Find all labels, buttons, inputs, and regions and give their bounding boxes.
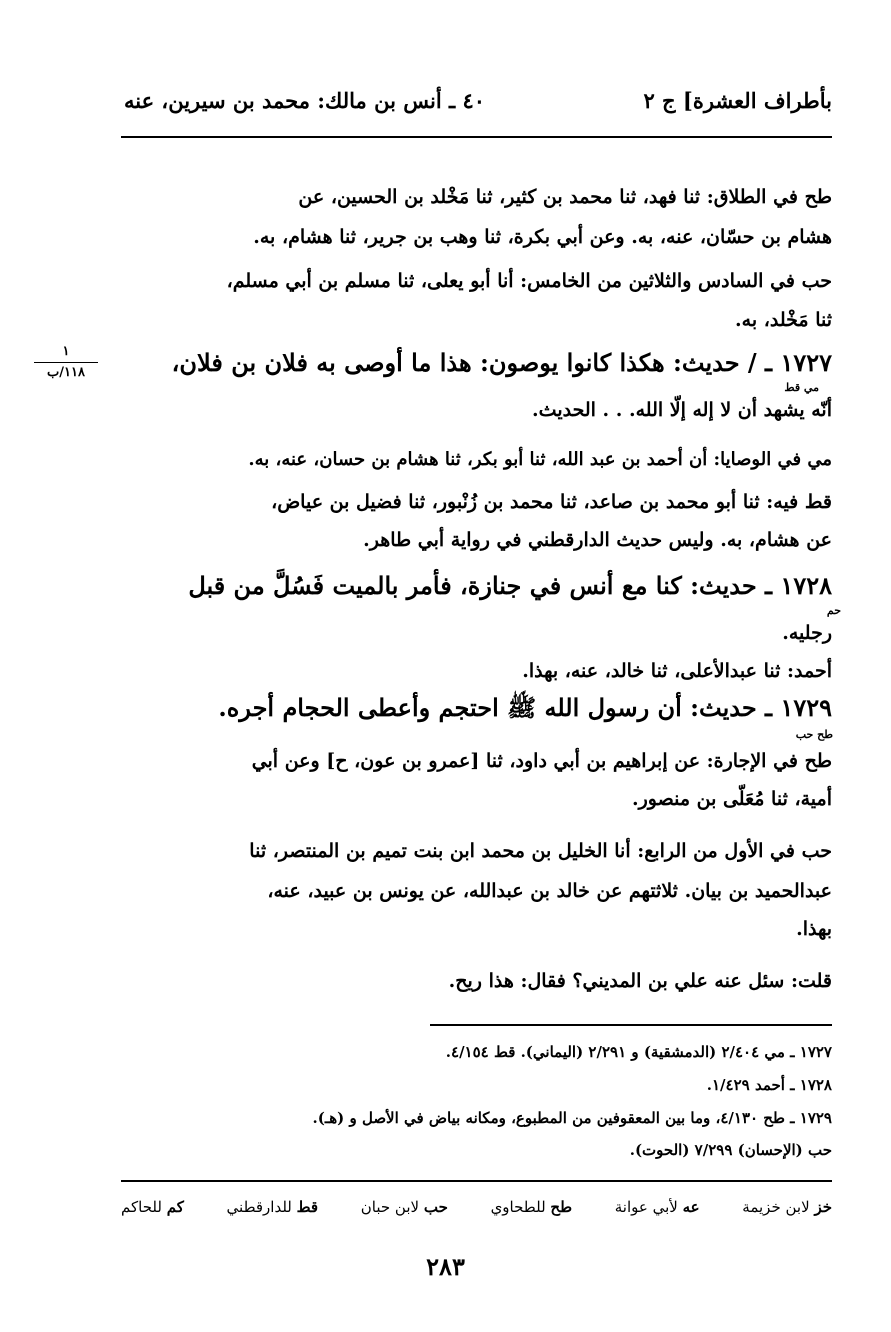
footnote-1727: ١٧٢٧ ـ مي ٢/٤٠٤ (الدمشقية) و ٢/٢٩١ (اليماني). قط ٤/١٥٤. [445, 1043, 832, 1061]
text-line-1: طح في الطلاق: ثنا فهد، ثنا محمد بن كثير، ثنا مَخْلد بن الحسين، عن [298, 186, 832, 208]
text-line-4: ثنا مَخْلد، به. [735, 309, 832, 331]
legend-item: كم للحاكم [121, 1198, 184, 1216]
text-line-15: أمية، ثنا مُعَلّى بن منصور. [632, 788, 832, 810]
text-line-18: بهذا. [796, 918, 832, 940]
text-line-6: أنّه يشهد أن لا إله إلّا الله. . . الحديث. [532, 399, 832, 421]
header-rule [121, 136, 832, 138]
hadith-1727-heading: ١٧٢٧ ـ / حديث: هكذا كانوا يوصون: هذا ما أوصى به فلان بن فلان، [171, 348, 832, 377]
text-line-3: حب في السادس والثلاثين من الخامس: أنا أبو يعلى، ثنا مسلم بن أبي مسلم، [226, 270, 832, 292]
text-line-11: رجليه. [782, 622, 832, 644]
running-header-chapter: ٤٠ ـ أنس بن مالك: محمد بن سيرين، عنه [124, 88, 486, 113]
text-line-19: قلت: سئل عنه علي بن المديني؟ فقال: هذا ريح. [448, 970, 832, 992]
text-line-14: طح في الإجارة: عن إبراهيم بن أبي داود، ثنا [عمرو بن عون، ح] وعن أبي [251, 750, 832, 772]
legend-rule [121, 1180, 832, 1182]
running-header-book: بأطراف العشرة] ج ٢ [643, 88, 832, 113]
text-line-12: أحمد: ثنا عبدالأعلى، ثنا خالد، عنه، بهذا. [522, 660, 832, 682]
hadith-1729-heading: ١٧٢٩ ـ حديث: أن رسول الله ﷺ احتجم وأعطى الحجام أجره. [218, 693, 832, 722]
siglum-1728: حم [826, 604, 841, 617]
text-line-8: قط فيه: ثنا أبو محمد بن صاعد، ثنا محمد بن زُنْبور، ثنا فضيل بن عياض، [271, 491, 832, 513]
folio-ref-bar [34, 362, 98, 363]
legend-item: خز لابن خزيمة [742, 1198, 832, 1216]
legend-item: عه لأبي عوانة [614, 1198, 700, 1216]
text-line-2: هشام بن حسّان، عنه، به. وعن أبي بكرة، ثنا وهب بن جرير، ثنا هشام، به. [253, 226, 832, 248]
sigla-legend [121, 1198, 832, 1216]
footnote-rule [430, 1024, 832, 1026]
manuscript-folio-ref [30, 344, 102, 381]
hadith-1728-heading: ١٧٢٨ ـ حديث: كنا مع أنس في جنازة، فأمر بالميت فَسُلَّ من قبل [188, 571, 832, 600]
page-number: ٢٨٣ [426, 1252, 465, 1281]
folio-ref-bottom: ١١٨/ب [47, 365, 85, 380]
siglum-1729: طح حب [795, 728, 833, 741]
text-line-17: عبدالحميد بن بيان. ثلاثتهم عن خالد بن عبدالله، عن يونس بن عبيد، عنه، [267, 880, 832, 902]
legend-item: قط للدارقطني [226, 1198, 319, 1216]
footnote-1729-cont: حب (الإحسان) ٧/٢٩٩ (الحوت). [629, 1141, 832, 1159]
siglum-1727: مي قط [784, 381, 819, 394]
legend-item: طح للطحاوي [490, 1198, 573, 1216]
folio-ref-top: ١ [62, 344, 70, 359]
text-line-7: مي في الوصايا: أن أحمد بن عبد الله، ثنا أبو بكر، ثنا هشام بن حسان، عنه، به. [248, 449, 832, 470]
text-line-9: عن هشام، به. وليس حديث الدارقطني في رواية أبي طاهر. [363, 529, 832, 551]
footnote-1728: ١٧٢٨ ـ أحمد ١/٤٢٩. [706, 1076, 832, 1094]
text-line-16: حب في الأول من الرابع: أنا الخليل بن محمد ابن بنت تميم بن المنتصر، ثنا [249, 840, 832, 862]
legend-item: حب لابن حبان [360, 1198, 448, 1216]
footnote-1729: ١٧٢٩ ـ طح ٤/١٣٠، وما بين المعقوفين من المطبوع، ومكانه بياض في الأصل و (هـ). [312, 1109, 832, 1127]
